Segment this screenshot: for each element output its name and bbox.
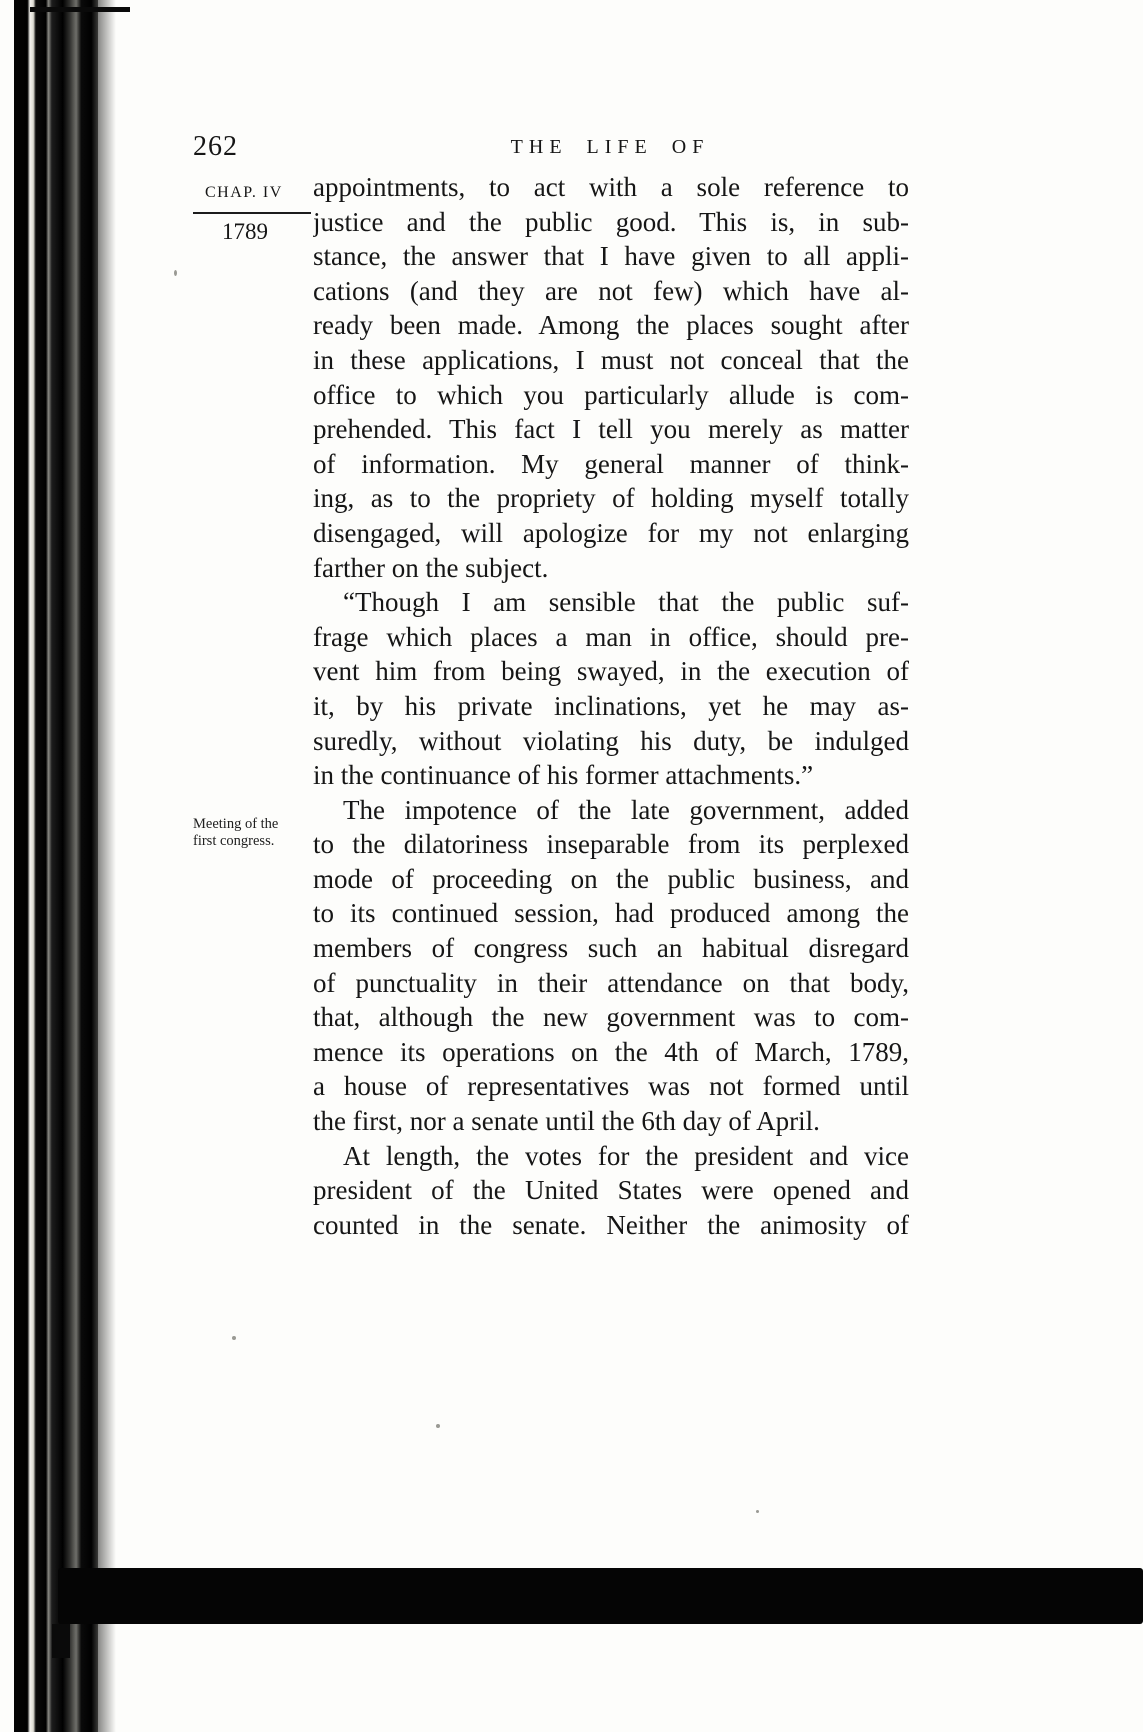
body-line: president of the United States were opened and	[313, 1175, 909, 1206]
body-line: prehended. This fact I tell you merely as matter	[313, 414, 909, 445]
body-line: “Though I am sensible that the public suf-	[343, 587, 909, 618]
body-line: office to which you particularly allude is com-	[313, 379, 909, 410]
body-line: to its continued session, had produced among the	[313, 898, 909, 929]
body-line: mence its operations on the 4th of March, 1789,	[313, 1036, 909, 1067]
scan-artifact-bottom-tail	[52, 1624, 70, 1658]
body-line: the first, nor a senate until the 6th day of April.	[313, 1106, 820, 1137]
page-number: 262	[193, 131, 238, 162]
scan-artifact-top-line	[30, 7, 130, 12]
body-line: to the dilatoriness inseparable from its perplexed	[313, 829, 909, 860]
scan-speck	[436, 1424, 440, 1428]
body-line: mode of proceeding on the public business, and	[313, 863, 909, 894]
body-line: in these applications, I must not conceal that the	[313, 344, 909, 375]
body-line: The impotence of the late government, added	[343, 794, 909, 825]
book-binding-shadow	[14, 0, 98, 1732]
margin-rule	[193, 212, 311, 214]
body-line: it, by his private inclinations, yet he may as-	[313, 690, 909, 721]
body-line: that, although the new government was to com-	[313, 1002, 909, 1033]
running-header: THE LIFE OF	[510, 136, 710, 158]
scan-artifact-bottom-band	[58, 1568, 1143, 1624]
year-label: 1789	[222, 219, 268, 244]
body-line: justice and the public good. This is, in sub-	[313, 206, 909, 237]
scan-speck	[174, 270, 177, 276]
body-line: ready been made. Among the places sought after	[313, 310, 909, 341]
body-line: farther on the subject.	[313, 552, 549, 583]
margin-sidenote: Meeting of the first congress.	[193, 816, 279, 849]
chapter-label: CHAP. IV	[205, 184, 283, 201]
body-line: a house of representatives was not formed until	[313, 1071, 909, 1102]
body-line: At length, the votes for the president and vice	[343, 1140, 909, 1171]
body-line: stance, the answer that I have given to all appli-	[313, 241, 909, 272]
scan-speck	[756, 1510, 759, 1513]
body-line: frage which places a man in office, should pre-	[313, 621, 909, 652]
body-line: in the continuance of his former attachments.”	[313, 760, 814, 791]
body-line: vent him from being swayed, in the execution of	[313, 656, 909, 687]
body-line: of information. My general manner of think-	[313, 448, 909, 479]
scan-speck	[232, 1336, 236, 1340]
body-line: appointments, to act with a sole reference to	[313, 172, 909, 202]
body-line: suredly, without violating his duty, be indulged	[313, 725, 909, 756]
body-line: cations (and they are not few) which have al-	[313, 275, 909, 306]
body-line: members of congress such an habitual disregard	[313, 933, 909, 964]
body-line: counted in the senate. Neither the animosity of	[313, 1209, 909, 1240]
binding-fade	[98, 0, 116, 1732]
body-line: ing, as to the propriety of holding myself totally	[313, 483, 909, 514]
body-text	[313, 170, 909, 1242]
body-line: of punctuality in their attendance on that body,	[313, 967, 909, 998]
body-line: disengaged, will apologize for my not enlarging	[313, 517, 909, 548]
